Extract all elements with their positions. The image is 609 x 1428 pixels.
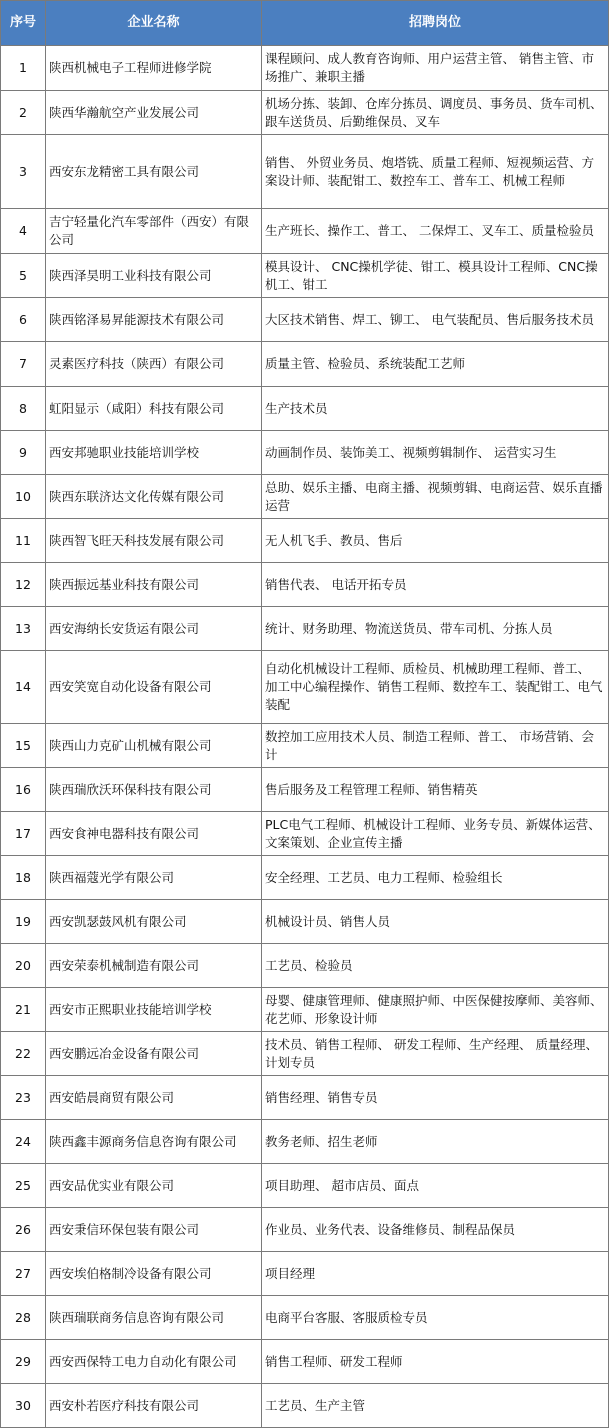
row-num: 16 xyxy=(1,768,46,812)
row-num: 17 xyxy=(1,812,46,856)
table-row xyxy=(1,1120,609,1164)
row-company: 西安食神电器科技有限公司 xyxy=(46,812,262,856)
row-company: 西安邦驰职业技能培训学校 xyxy=(46,431,262,475)
row-jobs: 项目经理 xyxy=(262,1252,609,1296)
header-num: 序号 xyxy=(1,1,46,46)
row-num: 23 xyxy=(1,1076,46,1120)
row-jobs: 销售代表、 电话开拓专员 xyxy=(262,563,609,607)
table-row xyxy=(1,900,609,944)
table-row xyxy=(1,475,609,519)
table-row xyxy=(1,856,609,900)
table-row xyxy=(1,342,609,387)
row-jobs: 机械设计员、销售人员 xyxy=(262,900,609,944)
row-num: 27 xyxy=(1,1252,46,1296)
row-company: 虹阳显示（咸阳）科技有限公司 xyxy=(46,387,262,431)
table-row xyxy=(1,944,609,988)
row-company: 陕西瑞欣沃环保科技有限公司 xyxy=(46,768,262,812)
row-jobs: 质量主管、检验员、系统装配工艺师 xyxy=(262,342,609,387)
row-num: 18 xyxy=(1,856,46,900)
row-jobs: 售后服务及工程管理工程师、销售精英 xyxy=(262,768,609,812)
row-num: 2 xyxy=(1,91,46,135)
row-company: 陕西鑫丰源商务信息咨询有限公司 xyxy=(46,1120,262,1164)
row-jobs: 项目助理、 超市店员、面点 xyxy=(262,1164,609,1208)
row-jobs: 生产班长、操作工、普工、 二保焊工、叉车工、质量检验员 xyxy=(262,209,609,254)
row-company: 陕西福蔻光学有限公司 xyxy=(46,856,262,900)
row-num: 25 xyxy=(1,1164,46,1208)
row-jobs: PLC电气工程师、机械设计工程师、业务专员、新媒体运营、文案策划、企业宣传主播 xyxy=(262,812,609,856)
table-row xyxy=(1,607,609,651)
table-row xyxy=(1,431,609,475)
table-row xyxy=(1,1076,609,1120)
table-row xyxy=(1,135,609,209)
table-row xyxy=(1,724,609,768)
table-row xyxy=(1,91,609,135)
row-jobs: 销售工程师、研发工程师 xyxy=(262,1340,609,1384)
row-jobs: 电商平台客服、客服质检专员 xyxy=(262,1296,609,1340)
row-jobs: 销售经理、销售专员 xyxy=(262,1076,609,1120)
row-num: 29 xyxy=(1,1340,46,1384)
row-jobs: 统计、财务助理、物流送货员、带车司机、分拣人员 xyxy=(262,607,609,651)
row-jobs: 作业员、业务代表、设备维修员、制程品保员 xyxy=(262,1208,609,1252)
row-jobs: 工艺员、生产主管 xyxy=(262,1384,609,1428)
row-jobs: 课程顾问、成人教育咨询师、用户运营主管、 销售主管、市场推广、兼职主播 xyxy=(262,46,609,91)
table-row xyxy=(1,988,609,1032)
row-jobs: 数控加工应用技术人员、制造工程师、普工、 市场营销、会计 xyxy=(262,724,609,768)
row-jobs: 总助、娱乐主播、电商主播、视频剪辑、电商运营、娱乐直播运营 xyxy=(262,475,609,519)
row-num: 26 xyxy=(1,1208,46,1252)
row-jobs: 机场分拣、装卸、仓库分拣员、调度员、事务员、货车司机、跟车送货员、后勤维保员、叉车 xyxy=(262,91,609,135)
table-row xyxy=(1,1384,609,1428)
row-num: 1 xyxy=(1,46,46,91)
row-company: 西安西保特工电力自动化有限公司 xyxy=(46,1340,262,1384)
row-jobs: 模具设计、 CNC操机学徒、钳工、模具设计工程师、CNC操机工、钳工 xyxy=(262,254,609,298)
row-company: 陕西机械电子工程师进修学院 xyxy=(46,46,262,91)
table-row xyxy=(1,768,609,812)
row-company: 陕西铭泽易昇能源技术有限公司 xyxy=(46,298,262,342)
row-num: 28 xyxy=(1,1296,46,1340)
row-jobs: 教务老师、招生老师 xyxy=(262,1120,609,1164)
row-jobs: 生产技术员 xyxy=(262,387,609,431)
row-num: 10 xyxy=(1,475,46,519)
table-row xyxy=(1,1252,609,1296)
table-row xyxy=(1,812,609,856)
row-num: 13 xyxy=(1,607,46,651)
table-row xyxy=(1,1032,609,1076)
row-num: 15 xyxy=(1,724,46,768)
table-row xyxy=(1,651,609,724)
row-jobs: 销售、 外贸业务员、炮塔铣、质量工程师、短视频运营、方案设计师、装配钳工、数控车工、普车工、机械工程师 xyxy=(262,135,609,209)
row-company: 西安凯瑟鼓风机有限公司 xyxy=(46,900,262,944)
row-num: 9 xyxy=(1,431,46,475)
header-jobs: 招聘岗位 xyxy=(262,1,609,46)
row-num: 12 xyxy=(1,563,46,607)
row-jobs: 自动化机械设计工程师、质检员、机械助理工程师、普工、 加工中心编程操作、销售工程师、数控车工、装配钳工、电气装配 xyxy=(262,651,609,724)
row-num: 19 xyxy=(1,900,46,944)
row-jobs: 工艺员、检验员 xyxy=(262,944,609,988)
row-num: 11 xyxy=(1,519,46,563)
row-num: 21 xyxy=(1,988,46,1032)
row-company: 西安海纳长安货运有限公司 xyxy=(46,607,262,651)
row-jobs: 母婴、健康管理师、健康照护师、中医保健按摩师、美容师、花艺师、形象设计师 xyxy=(262,988,609,1032)
row-company: 灵素医疗科技（陕西）有限公司 xyxy=(46,342,262,387)
header-row xyxy=(1,1,609,46)
row-company: 陕西山力克矿山机械有限公司 xyxy=(46,724,262,768)
row-company: 西安皓晨商贸有限公司 xyxy=(46,1076,262,1120)
row-jobs: 大区技术销售、焊工、铆工、 电气装配员、售后服务技术员 xyxy=(262,298,609,342)
row-company: 陕西智飞旺天科技发展有限公司 xyxy=(46,519,262,563)
row-company: 西安鹏远冶金设备有限公司 xyxy=(46,1032,262,1076)
row-jobs: 技术员、销售工程师、 研发工程师、生产经理、 质量经理、计划专员 xyxy=(262,1032,609,1076)
table-row xyxy=(1,298,609,342)
row-company: 陕西泽昊明工业科技有限公司 xyxy=(46,254,262,298)
table-row xyxy=(1,1340,609,1384)
row-num: 3 xyxy=(1,135,46,209)
row-jobs: 无人机飞手、教员、售后 xyxy=(262,519,609,563)
table-row xyxy=(1,1164,609,1208)
row-company: 西安市正熙职业技能培训学校 xyxy=(46,988,262,1032)
row-company: 吉宁轻量化汽车零部件（西安）有限公司 xyxy=(46,209,262,254)
row-num: 30 xyxy=(1,1384,46,1428)
header-company: 企业名称 xyxy=(46,1,262,46)
row-company: 西安朴若医疗科技有限公司 xyxy=(46,1384,262,1428)
row-company: 陕西东联济达文化传媒有限公司 xyxy=(46,475,262,519)
row-company: 西安笑宽自动化设备有限公司 xyxy=(46,651,262,724)
row-num: 14 xyxy=(1,651,46,724)
row-company: 西安埃伯格制冷设备有限公司 xyxy=(46,1252,262,1296)
row-num: 7 xyxy=(1,342,46,387)
table-row xyxy=(1,254,609,298)
row-company: 西安品优实业有限公司 xyxy=(46,1164,262,1208)
table-row xyxy=(1,209,609,254)
row-company: 陕西瑞联商务信息咨询有限公司 xyxy=(46,1296,262,1340)
row-company: 西安东龙精密工具有限公司 xyxy=(46,135,262,209)
table-row xyxy=(1,563,609,607)
row-num: 4 xyxy=(1,209,46,254)
row-num: 24 xyxy=(1,1120,46,1164)
row-company: 西安荣泰机械制造有限公司 xyxy=(46,944,262,988)
row-company: 西安秉信环保包装有限公司 xyxy=(46,1208,262,1252)
row-num: 8 xyxy=(1,387,46,431)
row-jobs: 安全经理、工艺员、电力工程师、检验组长 xyxy=(262,856,609,900)
row-company: 陕西振远基业科技有限公司 xyxy=(46,563,262,607)
table-row xyxy=(1,1296,609,1340)
row-num: 22 xyxy=(1,1032,46,1076)
row-company: 陕西华瀚航空产业发展公司 xyxy=(46,91,262,135)
row-num: 5 xyxy=(1,254,46,298)
table-row xyxy=(1,519,609,563)
row-jobs: 动画制作员、装饰美工、视频剪辑制作、 运营实习生 xyxy=(262,431,609,475)
table-row xyxy=(1,1208,609,1252)
row-num: 20 xyxy=(1,944,46,988)
table-row xyxy=(1,387,609,431)
row-num: 6 xyxy=(1,298,46,342)
table-row xyxy=(1,46,609,91)
